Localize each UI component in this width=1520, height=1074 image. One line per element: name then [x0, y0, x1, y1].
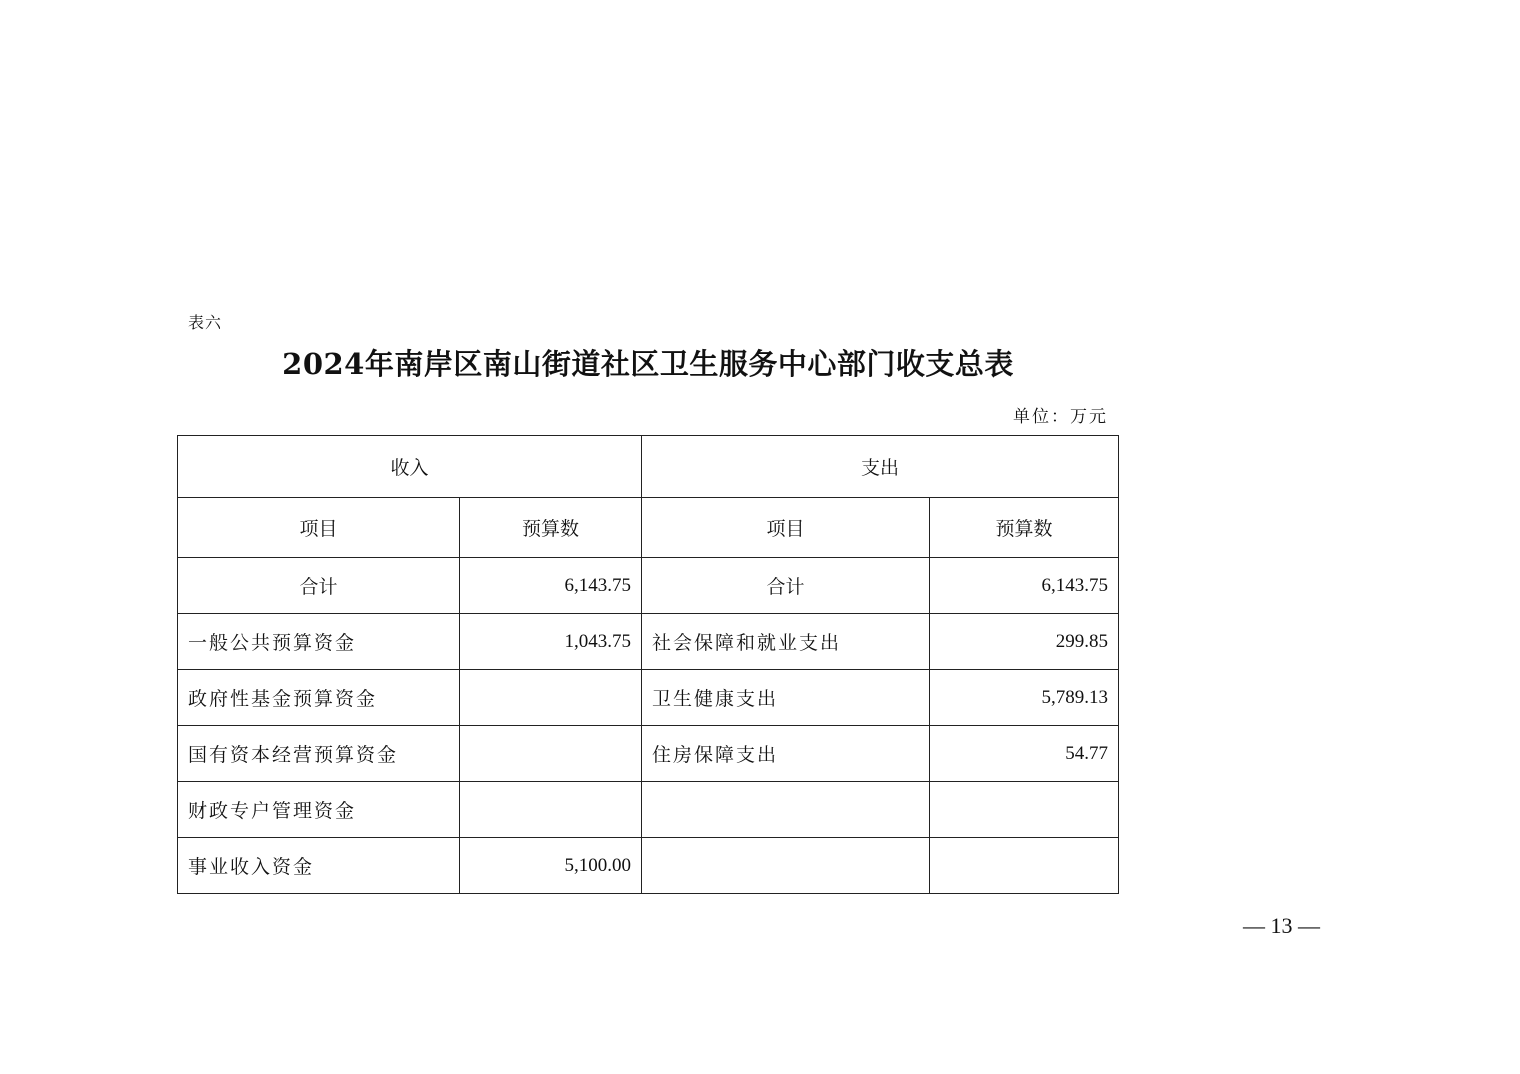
table-row: [178, 838, 1119, 894]
table-header-row: [178, 436, 1119, 498]
budget-summary-table: [177, 435, 1119, 894]
expense-budget-cell: 299.85: [930, 614, 1119, 670]
income-item-cell: 合计: [178, 558, 460, 614]
income-item-header: 项目: [178, 498, 460, 558]
expense-budget-header: 预算数: [930, 498, 1119, 558]
income-item-cell: 国有资本经营预算资金: [178, 726, 460, 782]
expense-item-cell: [642, 838, 930, 894]
table-row-total: [178, 558, 1119, 614]
expense-item-cell: 合计: [642, 558, 930, 614]
unit-label: 单位：万元: [1013, 407, 1108, 427]
income-budget-cell: [460, 726, 642, 782]
table-row: [178, 614, 1119, 670]
table-label: 表六: [188, 313, 223, 332]
expense-budget-cell: [930, 782, 1119, 838]
income-item-cell: 事业收入资金: [178, 838, 460, 894]
income-budget-cell: [460, 782, 642, 838]
income-budget-cell: 6,143.75: [460, 558, 642, 614]
page-title: 2024年南岸区南山街道社区卫生服务中心部门收支总表: [282, 347, 1014, 381]
income-budget-cell: 1,043.75: [460, 614, 642, 670]
income-budget-cell: [460, 670, 642, 726]
table-subheader-row: [178, 498, 1119, 558]
table-row: [178, 670, 1119, 726]
expense-budget-cell: 54.77: [930, 726, 1119, 782]
income-item-cell: 政府性基金预算资金: [178, 670, 460, 726]
table-row: [178, 726, 1119, 782]
expense-item-cell: [642, 782, 930, 838]
page-number: — 13 —: [1243, 913, 1320, 938]
income-budget-cell: 5,100.00: [460, 838, 642, 894]
expense-budget-cell: [930, 838, 1119, 894]
expense-item-cell: 卫生健康支出: [642, 670, 930, 726]
expense-budget-cell: 5,789.13: [930, 670, 1119, 726]
table-row: [178, 782, 1119, 838]
expense-budget-cell: 6,143.75: [930, 558, 1119, 614]
income-header: 收入: [178, 436, 642, 498]
expense-item-cell: 住房保障支出: [642, 726, 930, 782]
expense-item-header: 项目: [642, 498, 930, 558]
income-item-cell: 财政专户管理资金: [178, 782, 460, 838]
expense-item-cell: 社会保障和就业支出: [642, 614, 930, 670]
income-budget-header: 预算数: [460, 498, 642, 558]
expense-header: 支出: [642, 436, 1119, 498]
income-item-cell: 一般公共预算资金: [178, 614, 460, 670]
